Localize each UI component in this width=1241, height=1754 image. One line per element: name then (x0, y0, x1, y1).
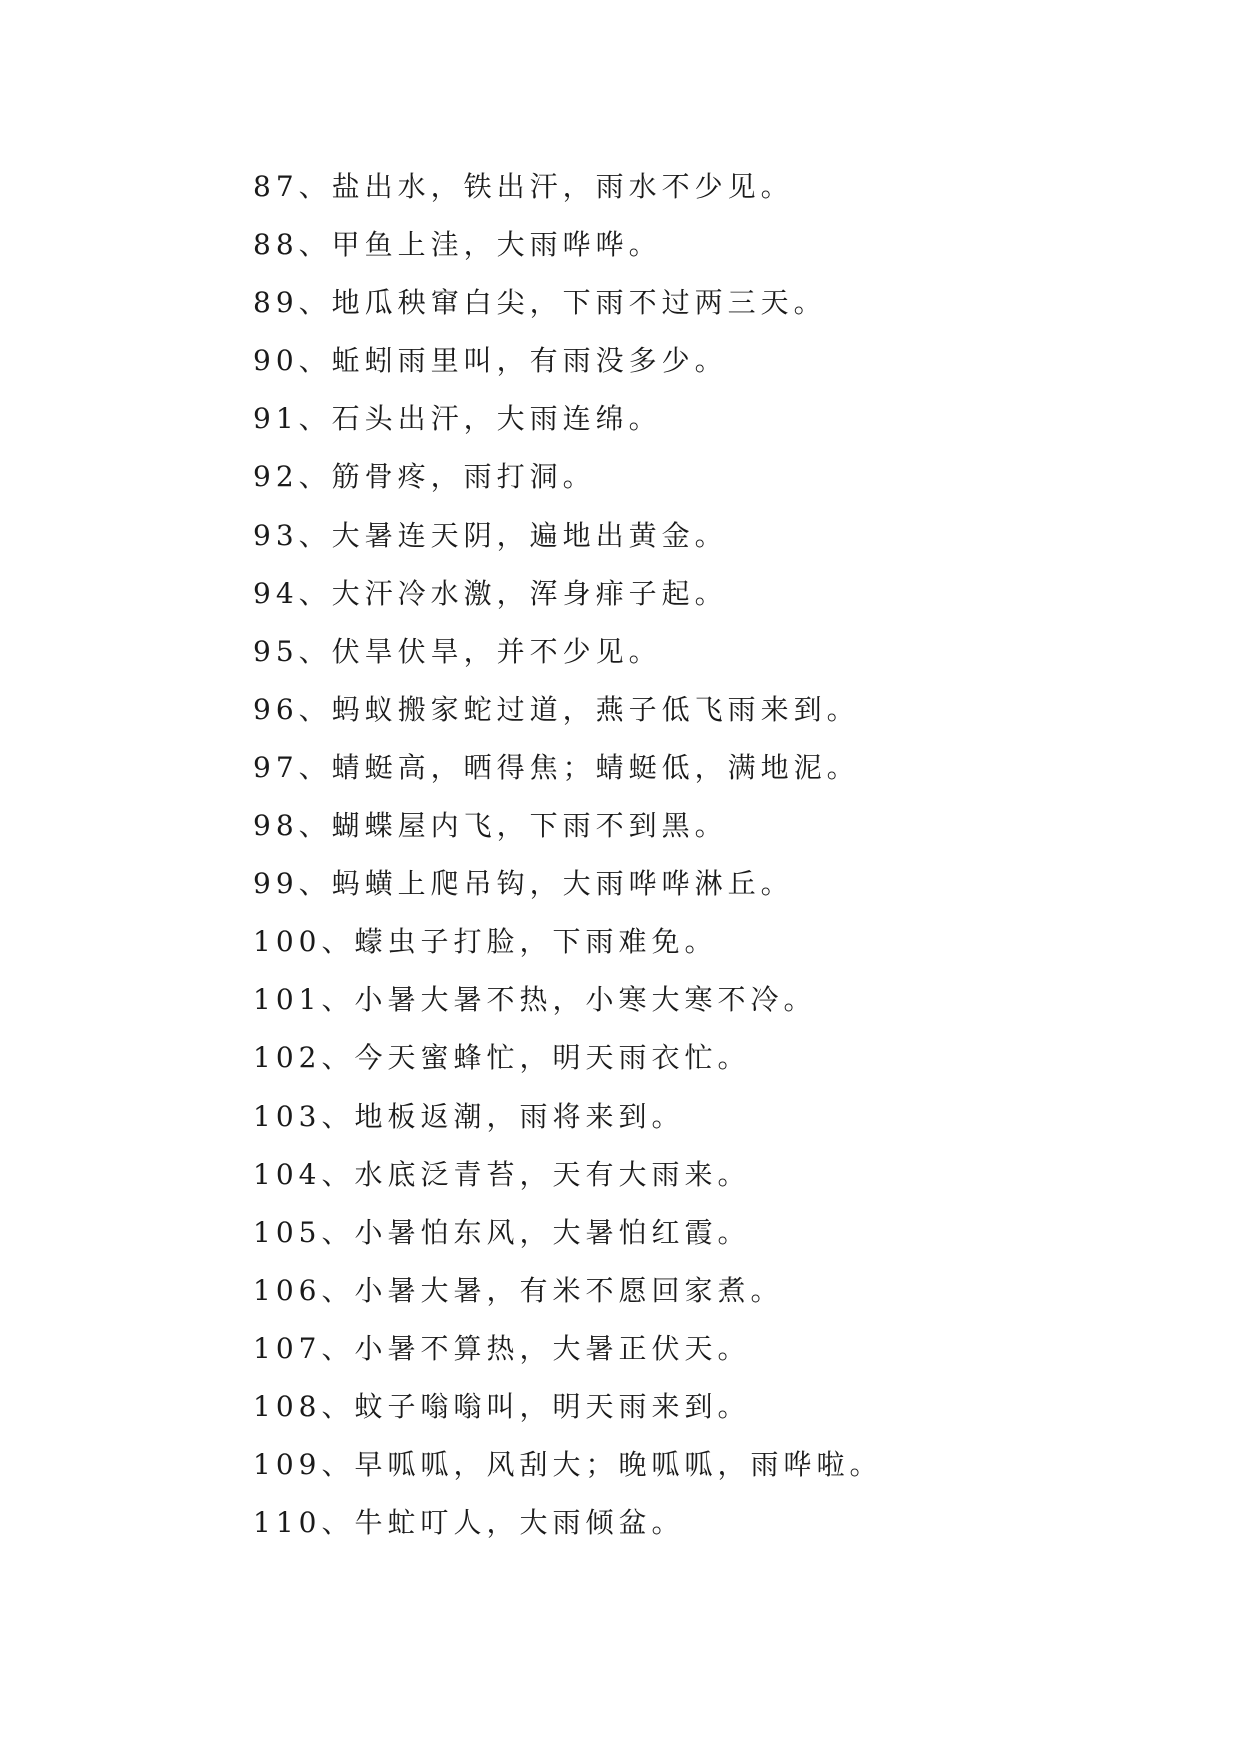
list-item: 105、小暑怕东风，大暑怕红霞。 (253, 1215, 751, 1249)
list-item: 103、地板返潮，雨将来到。 (253, 1099, 685, 1133)
list-item: 90、蚯蚓雨里叫，有雨没多少。 (253, 344, 728, 378)
list-item: 106、小暑大暑，有米不愿回家煮。 (253, 1273, 784, 1307)
list-item: 91、石头出汗，大雨连绵。 (253, 402, 662, 436)
list-item: 101、小暑大暑不热，小寒大寒不冷。 (253, 983, 817, 1017)
list-item: 110、牛虻叮人，大雨倾盆。 (253, 1506, 685, 1540)
list-item: 100、蠓虫子打脸，下雨难免。 (253, 925, 718, 959)
list-item: 88、甲鱼上洼，大雨哗哗。 (253, 228, 662, 262)
list-item: 93、大暑连天阴，遍地出黄金。 (253, 518, 728, 552)
list-item: 95、伏旱伏旱，并不少见。 (253, 634, 662, 668)
list-item: 87、盐出水，铁出汗，雨水不少见。 (253, 170, 794, 203)
list-item: 92、筋骨疼，雨打洞。 (253, 460, 596, 494)
list-item: 94、大汗冷水激，浑身痱子起。 (253, 576, 728, 610)
list-item: 104、水底泛青苔，天有大雨来。 (253, 1157, 751, 1191)
list-item: 89、地瓜秧窜白尖，下雨不过两三天。 (253, 286, 827, 320)
list-item: 108、蚊子嗡嗡叫，明天雨来到。 (253, 1389, 751, 1423)
list-item: 107、小暑不算热，大暑正伏天。 (253, 1331, 751, 1365)
list-item: 97、蜻蜓高，晒得焦；蜻蜓低，满地泥。 (253, 750, 860, 784)
list-item: 96、蚂蚁搬家蛇过道，燕子低飞雨来到。 (253, 692, 860, 726)
list-item: 109、早呱呱，风刮大；晚呱呱，雨哗啦。 (253, 1448, 883, 1482)
list-item: 99、蚂蟥上爬吊钩，大雨哗哗淋丘。 (253, 867, 794, 901)
list-item: 98、蝴蝶屋内飞，下雨不到黑。 (253, 809, 728, 843)
list-item: 102、今天蜜蜂忙，明天雨衣忙。 (253, 1041, 751, 1075)
proverb-list (253, 158, 1153, 1552)
